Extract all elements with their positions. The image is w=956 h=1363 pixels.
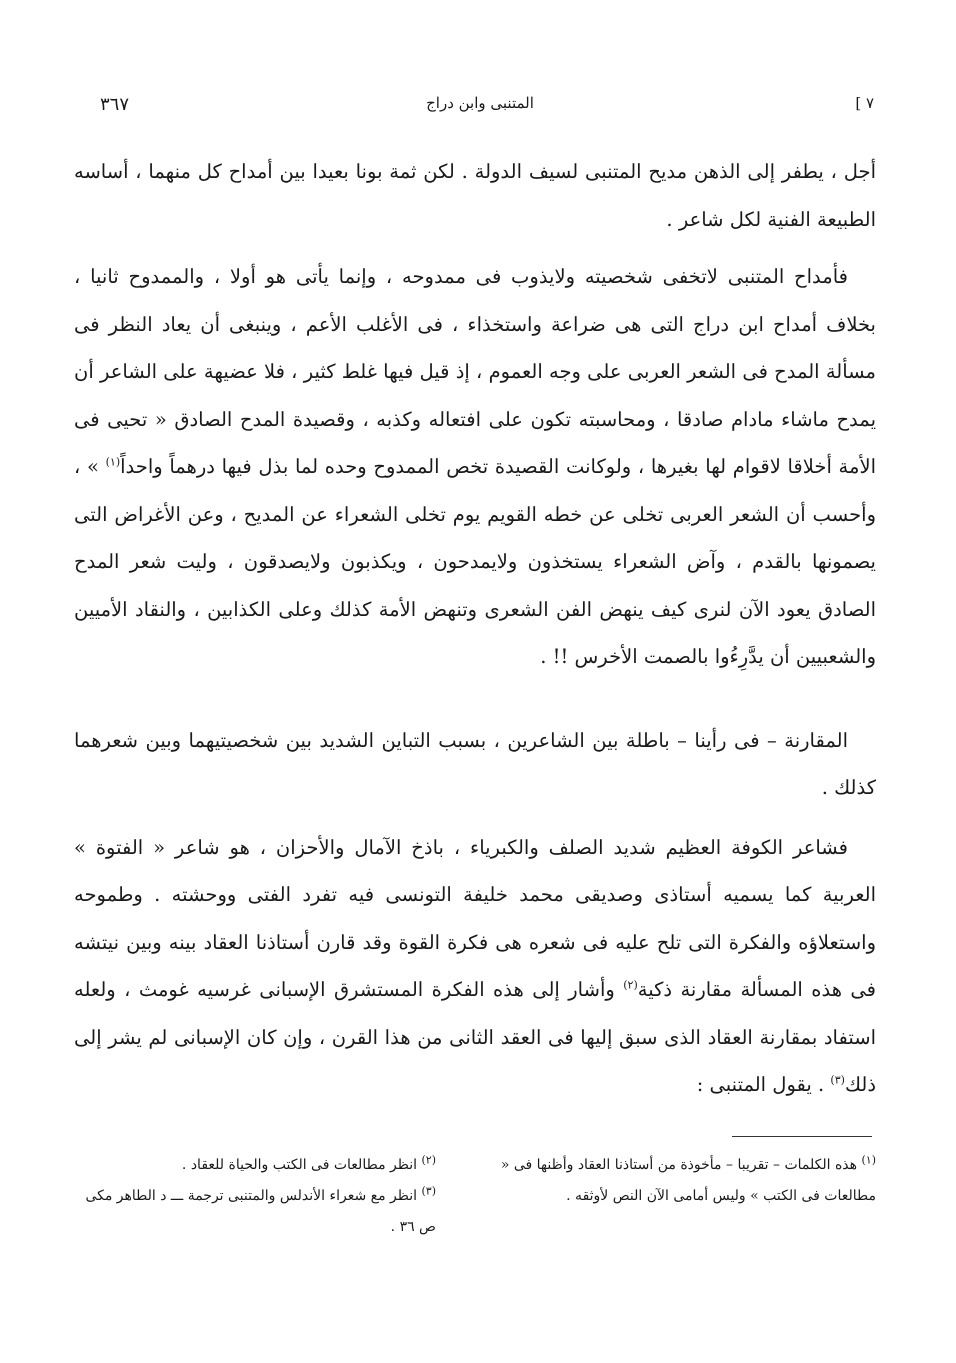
footnote-2-text: انظر مطالعات فى الكتب والحياة للعقاد . — [181, 1157, 418, 1173]
paragraph-1-text: أجل ، يطفر إلى الذهن مديح المتنبى لسيف الدولة . لكن ثمة بونا بعيدا بين أمداح كل منهما ، أساسه الطبيعة الفنية لكل شاعر . — [74, 160, 876, 231]
footnote-1-text: هذه الكلمات – تقريبا – مأخوذة من أستاذنا العقاد وأظنها فى « مطالعات فى الكتب » وليس أمامى الآن النص لأوثقه . — [500, 1157, 876, 1204]
paragraph-3-text: المقارنة – فى رأينا – باطلة بين الشاعرين ، بسبب التباين الشديد بين شخصيتيهما وبين شعرهما كذلك . — [74, 728, 876, 799]
footnotes-right-column — [476, 1150, 876, 1212]
section-mark: [ ٧ — [855, 94, 874, 112]
paragraph-2 — [74, 253, 876, 681]
footnote-ref-2: (٢) — [623, 978, 638, 992]
footnote-ref-3: (٣) — [830, 1073, 845, 1087]
body-text — [74, 148, 876, 1109]
footnote-3-marker: (٣) — [421, 1184, 436, 1198]
paragraph-1 — [74, 148, 876, 243]
footnote-3 — [74, 1181, 436, 1243]
paragraph-2-text-cont: » ، وأحسب أن الشعر العربى تخلى عن خطه القويم يوم تخلى الشعراء عن المديح ، وعن الأغراض التى يصمونها بالقدم ، وآض الشعراء يستخذون ولايمدحون ، ويكذبون ولايصدقون ، وليت شعر المدح الصادق يعود الآن لنرى كيف ينهض الفن الشعرى وتنهض الأمة كذلك وعلى الكذابين ، والنقاد الأميين والشعبيين أن يدَّرِءُوا بالصمت الأخرس !! . — [74, 455, 876, 668]
running-title: المتنبى وابن دراج — [426, 94, 534, 112]
paragraph-4-text: فشاعر الكوفة العظيم شديد الصلف والكبرياء ، باذخ الآمال والأحزان ، هو شاعر « الفتوة » العربية كما يسميه أستاذى وصديقى محمد خليفة التونسى فيه تفرد الفتى ووحشته . وطموحه واستعلاؤه والفكرة التى تلح عليه فى شعره هى فكرة القوة وقد قارن أستاذنا العقاد بينه وبين نيتشه فى هذه المسألة مقارنة ذكية — [74, 835, 876, 1001]
footnote-2 — [74, 1150, 436, 1181]
paragraph-4 — [74, 824, 876, 1109]
paragraph-2-text: فأمداح المتنبى لاتخفى شخصيته ولايذوب فى ممدوحه ، وإنما يأتى هو أولا ، والممدوح ثانيا ، بخلاف أمداح ابن دراج التى هى ضراعة واستخذاء ، فى الأغلب الأعم ، وينبغى أن يعاد النظر فى مسألة المدح فى الشعر العربى على وجه العموم ، إذ قيل فيها غلط كثير ، فلا عضيهة على الشاعر أن يمدح ماشاء مادام صادقا ، ومحاسبته تكون على افتعاله وكذبه ، وقصيدة المدح الصادق « تحيى فى الأمة أخلاقا لاقوام لها بغيرها ، ولوكانت القصيدة تخص الممدوح وحده لما بذل فيها درهماً واحداً — [74, 265, 876, 478]
page-header — [80, 88, 880, 122]
page-number: ٣٦٧ — [100, 94, 130, 115]
footnote-ref-1: (١) — [105, 455, 121, 469]
paragraph-3 — [74, 717, 876, 812]
footnotes-left-column — [74, 1150, 436, 1243]
footnote-divider — [732, 1136, 872, 1137]
footnote-1-marker: (١) — [861, 1153, 876, 1167]
footnote-1 — [476, 1150, 876, 1212]
footnote-3-text: انظر مع شعراء الأندلس والمتنبى ترجمة ـــ د الطاهر مكى ص ٣٦ . — [85, 1188, 436, 1235]
paragraph-4-text-end: . يقول المتنبى : — [696, 1073, 831, 1096]
paragraph-4-text-cont: وأشار إلى هذه الفكرة المستشرق الإسبانى غرسيه غومث ، ولعله استفاد بمقارنة العقاد الذى سبق إليها فى العقد الثانى من هذا القرن ، وإن كان الإسبانى لم يشر إلى ذلك — [74, 978, 876, 1096]
footnote-2-marker: (٢) — [421, 1153, 436, 1167]
